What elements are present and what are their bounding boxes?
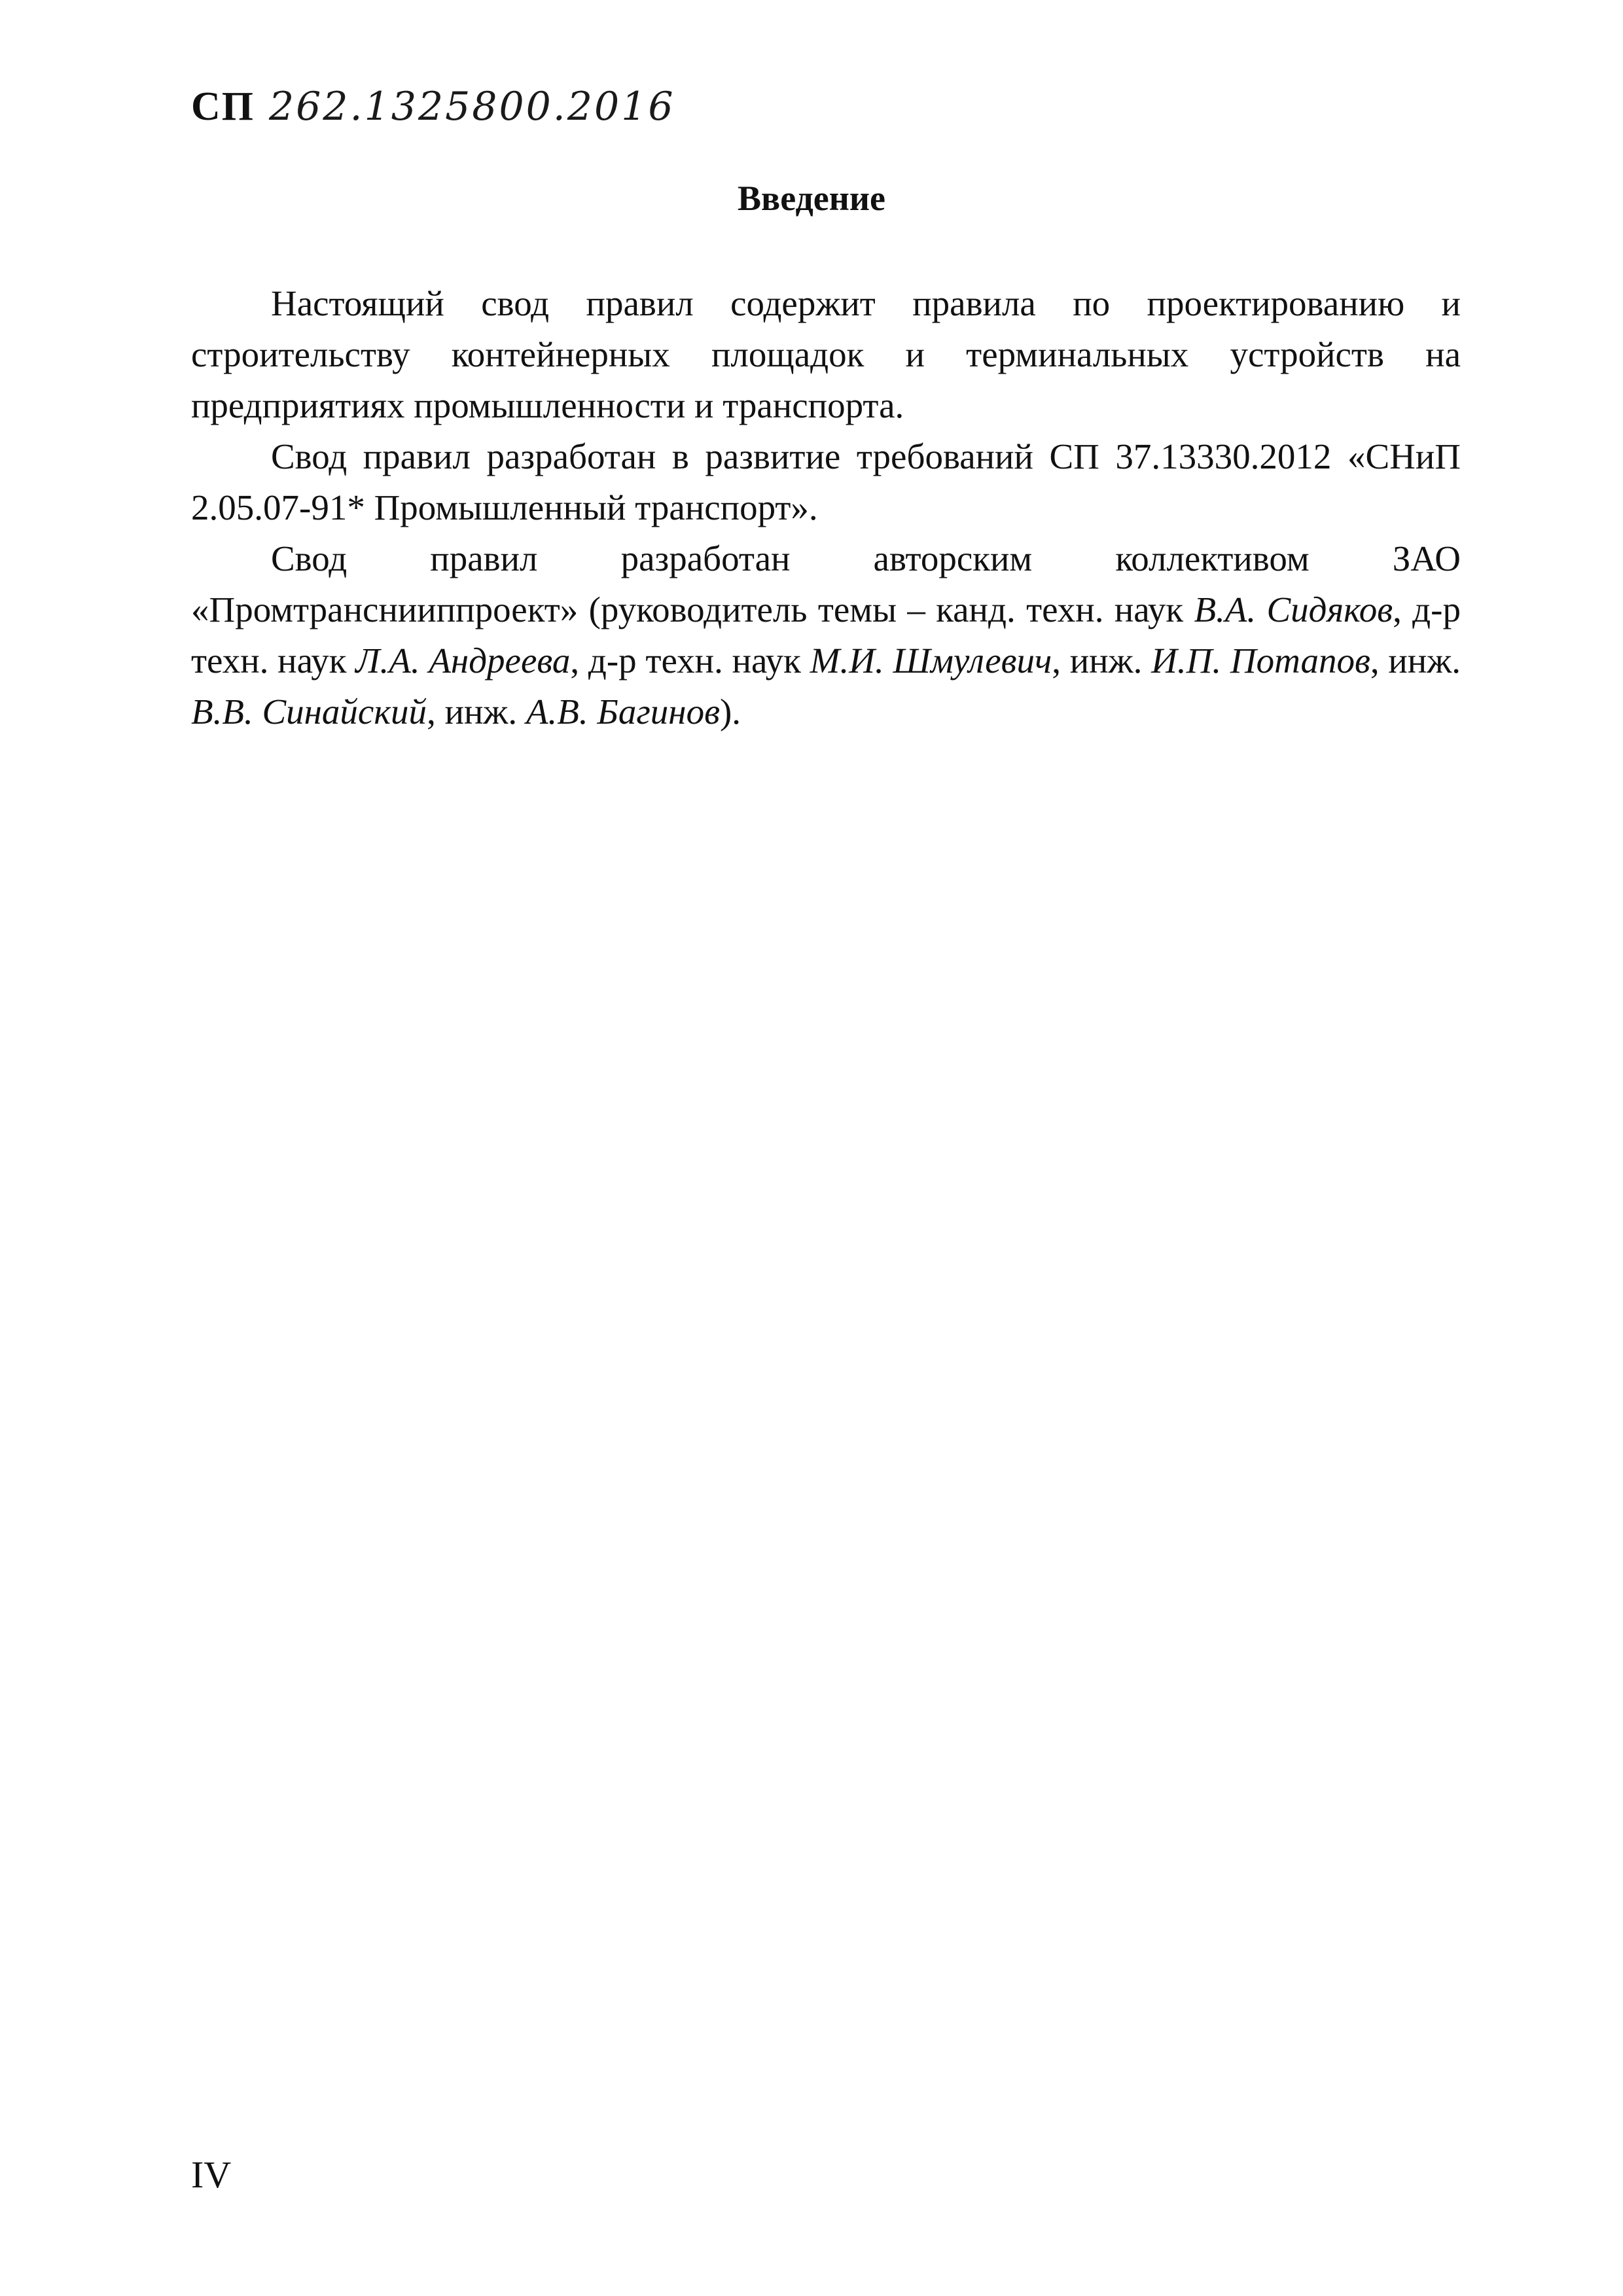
paragraph-3-text: , инж. xyxy=(427,692,526,732)
author-name: М.И. Шмулевич xyxy=(810,641,1052,680)
page-number: IV xyxy=(191,2153,232,2196)
paragraph-3-text: , инж. xyxy=(1370,641,1461,680)
paragraph-3-text: , д-р техн. наук xyxy=(191,590,1461,680)
document-prefix: СП xyxy=(191,84,255,129)
body-text xyxy=(191,278,1461,737)
paragraph-3-text: Свод правил разработан авторским коллективом ЗАО «Промтранснииппроект» (руководитель темы – канд. техн. наук xyxy=(191,539,1461,629)
paragraph-2: Свод правил разработан в развитие требований СП 37.13330.2012 «СНиП 2.05.07-91* Промышленный транспорт». xyxy=(191,436,1461,527)
paragraph-3-text: ). xyxy=(719,692,741,732)
section-title: Введение xyxy=(738,179,885,218)
paragraph-3-text: , инж. xyxy=(1052,641,1152,680)
author-name: И.П. Потапов xyxy=(1151,641,1370,680)
author-name: В.В. Синайский xyxy=(191,692,427,732)
document-number-handwritten: 262.1325800.2016 xyxy=(269,84,675,130)
page-header xyxy=(191,84,675,130)
author-name: Л.А. Андреева xyxy=(355,641,571,680)
author-name: В.А. Сидяков xyxy=(1194,590,1393,629)
paragraph-1: Настоящий свод правил содержит правила по проектированию и строительству контейнерных площадок и терминальных устройств на предприятиях промышленности и транспорта. xyxy=(191,283,1461,425)
paragraph-3 xyxy=(191,533,1461,737)
paragraph-3-text: , д-р техн. наук xyxy=(570,641,810,680)
author-name: А.В. Багинов xyxy=(526,692,720,732)
